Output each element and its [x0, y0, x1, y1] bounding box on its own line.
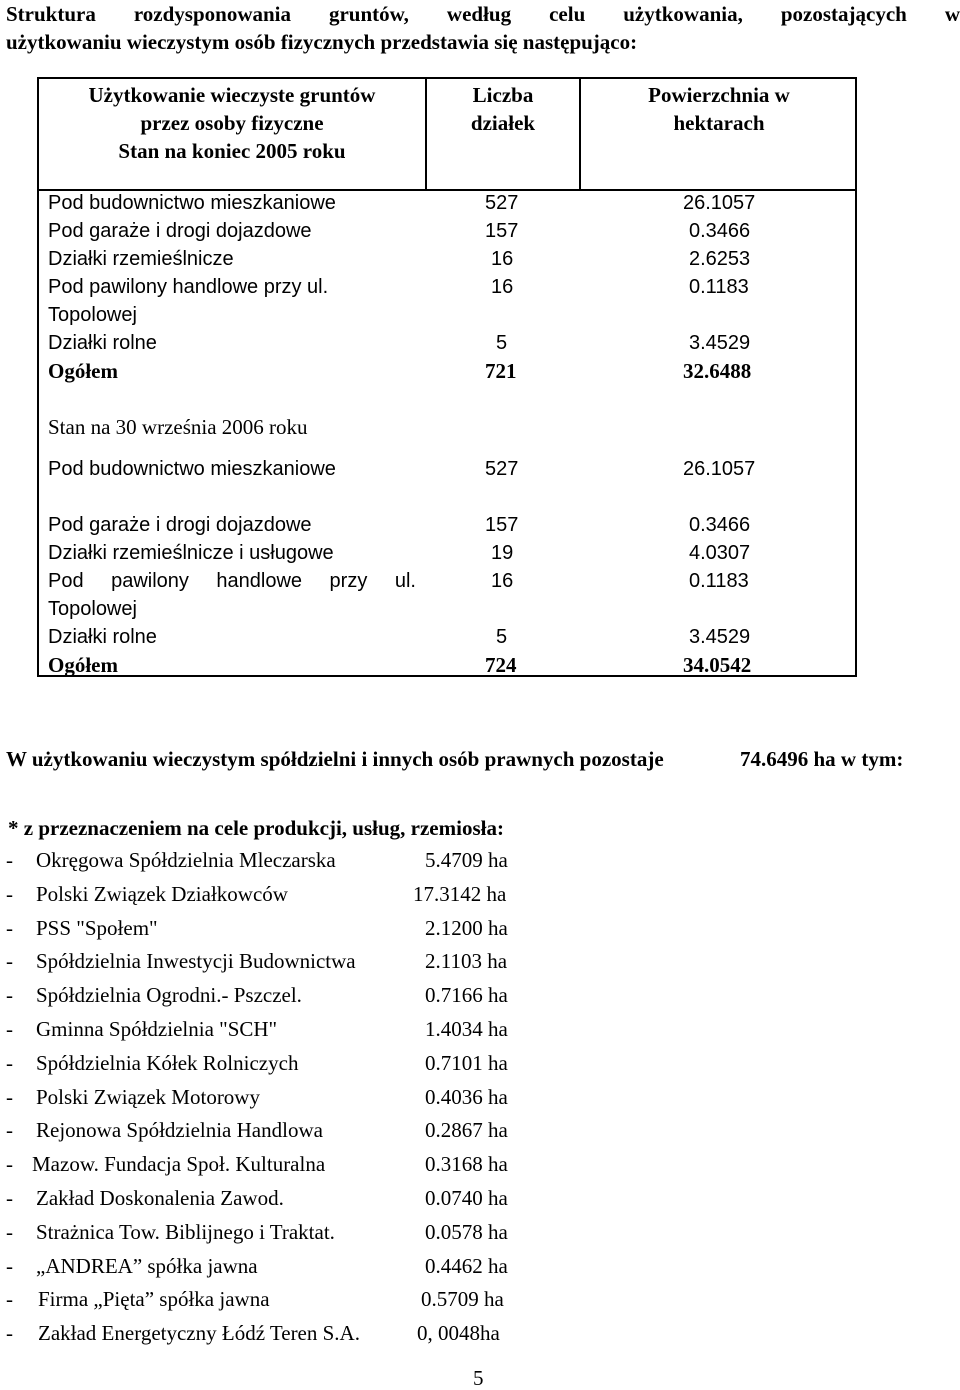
page-number: 5: [473, 1366, 484, 1390]
table-row-count: 19: [491, 542, 514, 564]
list-dash: -: [6, 1287, 13, 1312]
list-dash: -: [6, 915, 13, 940]
table-row-count: 16: [491, 570, 514, 592]
table-row-label: Pod garaże i drogi dojazdowe: [48, 220, 312, 242]
list-dash: -: [6, 1321, 13, 1346]
organization-name: Okręgowa Spółdzielnia Mleczarska: [36, 848, 336, 872]
intro-line-1: Struktura rozdysponowania gruntów, według celu użytkowania, pozostających w: [6, 2, 960, 26]
list-dash: -: [6, 1017, 13, 1041]
table-total-count: 721: [485, 359, 517, 383]
organization-area: 0.3168 ha: [425, 1152, 508, 1177]
organization-name: Polski Związek Działkowców: [36, 881, 288, 906]
table-row-area: 4.0307: [689, 542, 751, 564]
organization-area: 0.4462 ha: [425, 1253, 508, 1278]
table-row-count: 527: [485, 458, 519, 480]
table-row-count: 5: [496, 332, 508, 354]
table-row-label: Pod budownictwo mieszkaniowe: [48, 192, 336, 214]
table-total-count: 724: [485, 653, 517, 677]
organization-name: „ANDREA” spółka jawna: [36, 1253, 258, 1278]
table-row-label-cont: Topolowej: [48, 304, 137, 326]
table-row-area: 26.1057: [683, 458, 756, 480]
table-row-label: Działki rolne: [48, 626, 157, 648]
organization-name: Rejonowa Spółdzielnia Handlowa: [36, 1118, 323, 1143]
organization-area: 2.1200 ha: [425, 915, 508, 940]
organization-area: 0.7101 ha: [425, 1050, 508, 1075]
table-row-area: 0.3466: [689, 514, 751, 536]
table-row-count: 157: [485, 220, 519, 242]
organization-area: 0.5709 ha: [421, 1287, 504, 1312]
organization-name: PSS "Społem": [36, 915, 158, 940]
table-row-label: Pod budownictwo mieszkaniowe: [48, 458, 336, 480]
table-row-label-cont: Topolowej: [48, 598, 137, 620]
table-total-area: 34.0542: [683, 653, 752, 677]
organization-name: Strażnica Tow. Biblijnego i Traktat.: [36, 1219, 335, 1244]
list-dash: -: [6, 881, 13, 906]
section-title: Stan na 30 września 2006 roku: [48, 415, 308, 439]
organization-name: Zakład Energetyczny Łódź Teren S.A.: [38, 1321, 360, 1346]
organization-area: 0.0740 ha: [425, 1186, 508, 1210]
land-use-table: [37, 77, 857, 677]
organization-area: 0.2867 ha: [425, 1118, 508, 1143]
table-row-count: 527: [485, 192, 519, 214]
organization-area: 0.0578 ha: [425, 1219, 508, 1244]
table-row-label: Pod garaże i drogi dojazdowe: [48, 514, 312, 536]
table-row-area: 3.4529: [689, 332, 751, 354]
organization-name: Spółdzielnia Kółek Rolniczych: [36, 1050, 299, 1075]
table-row-area: 26.1057: [683, 192, 756, 214]
intro-paragraph: [6, 0, 960, 56]
organization-area: 0, 0048ha: [417, 1321, 500, 1346]
organization-area: 17.3142 ha: [413, 881, 507, 906]
table-row-area: 0.1183: [689, 570, 749, 592]
table-total-label: Ogółem: [48, 653, 118, 677]
header-area: Powierzchnia w hektarach: [648, 83, 790, 135]
table-row-label: Działki rzemieślnicze i usługowe: [48, 542, 334, 564]
table-row-label: Działki rzemieślnicze: [48, 248, 234, 270]
subheading: * z przeznaczeniem na cele produkcji, usług, rzemiosła:: [8, 816, 504, 840]
table-row-count: 16: [491, 276, 514, 298]
intro-line-2: użytkowaniu wieczystym osób fizycznych przedstawia się następująco:: [6, 30, 638, 54]
header-use-type: Użytkowanie wieczyste gruntów przez osoby fizyczne Stan na koniec 2005 roku: [88, 83, 376, 163]
summary-value: 74.6496 ha w tym:: [740, 747, 904, 771]
organization-name: Gminna Spółdzielnia "SCH": [36, 1017, 278, 1041]
table-row-area: 3.4529: [689, 626, 751, 648]
organization-area: 2.1103 ha: [425, 949, 508, 974]
summary-text: W użytkowaniu wieczystym spółdzielni i innych osób prawnych pozostaje: [6, 747, 664, 771]
list-dash: -: [6, 1219, 13, 1244]
list-dash: -: [6, 949, 13, 974]
table-row-count: 16: [491, 248, 514, 270]
summary-line: [6, 745, 956, 773]
organization-name: Zakład Doskonalenia Zawod.: [36, 1186, 284, 1210]
organization-area: 0.7166 ha: [425, 983, 508, 1008]
table-row-area: 0.3466: [689, 220, 751, 242]
list-dash: -: [6, 1152, 13, 1177]
table-total-area: 32.6488: [683, 359, 752, 383]
table-row-count: 157: [485, 514, 519, 536]
organization-area: 0.4036 ha: [425, 1084, 508, 1109]
table-row-label: Pod pawilony handlowe przy ul.: [48, 570, 416, 592]
table-row-count: 5: [496, 626, 508, 648]
list-dash: -: [6, 1186, 13, 1210]
list-dash: -: [6, 1118, 13, 1143]
table-total-label: Ogółem: [48, 359, 118, 383]
header-plot-count: Liczba działek: [470, 83, 536, 135]
list-dash: -: [6, 1253, 13, 1278]
table-row-label: Pod pawilony handlowe przy ul.: [48, 276, 329, 298]
organization-area: 5.4709 ha: [425, 848, 508, 872]
organization-name: Polski Związek Motorowy: [36, 1084, 260, 1109]
list-dash: -: [6, 1084, 13, 1109]
organization-name: Firma „Pięta” spółka jawna: [38, 1287, 270, 1312]
list-dash: -: [6, 1050, 13, 1075]
table-row-area: 0.1183: [689, 276, 749, 298]
table-row-label: Działki rolne: [48, 332, 157, 354]
table-row-area: 2.6253: [689, 248, 751, 270]
organization-name: Mazow. Fundacja Społ. Kulturalna: [32, 1152, 326, 1177]
list-dash: -: [6, 848, 13, 872]
organization-name: Spółdzielnia Inwestycji Budownictwa: [36, 949, 356, 974]
organization-area: 1.4034 ha: [425, 1017, 508, 1041]
organization-name: Spółdzielnia Ogrodni.- Pszczel.: [36, 983, 302, 1008]
list-dash: -: [6, 983, 13, 1008]
